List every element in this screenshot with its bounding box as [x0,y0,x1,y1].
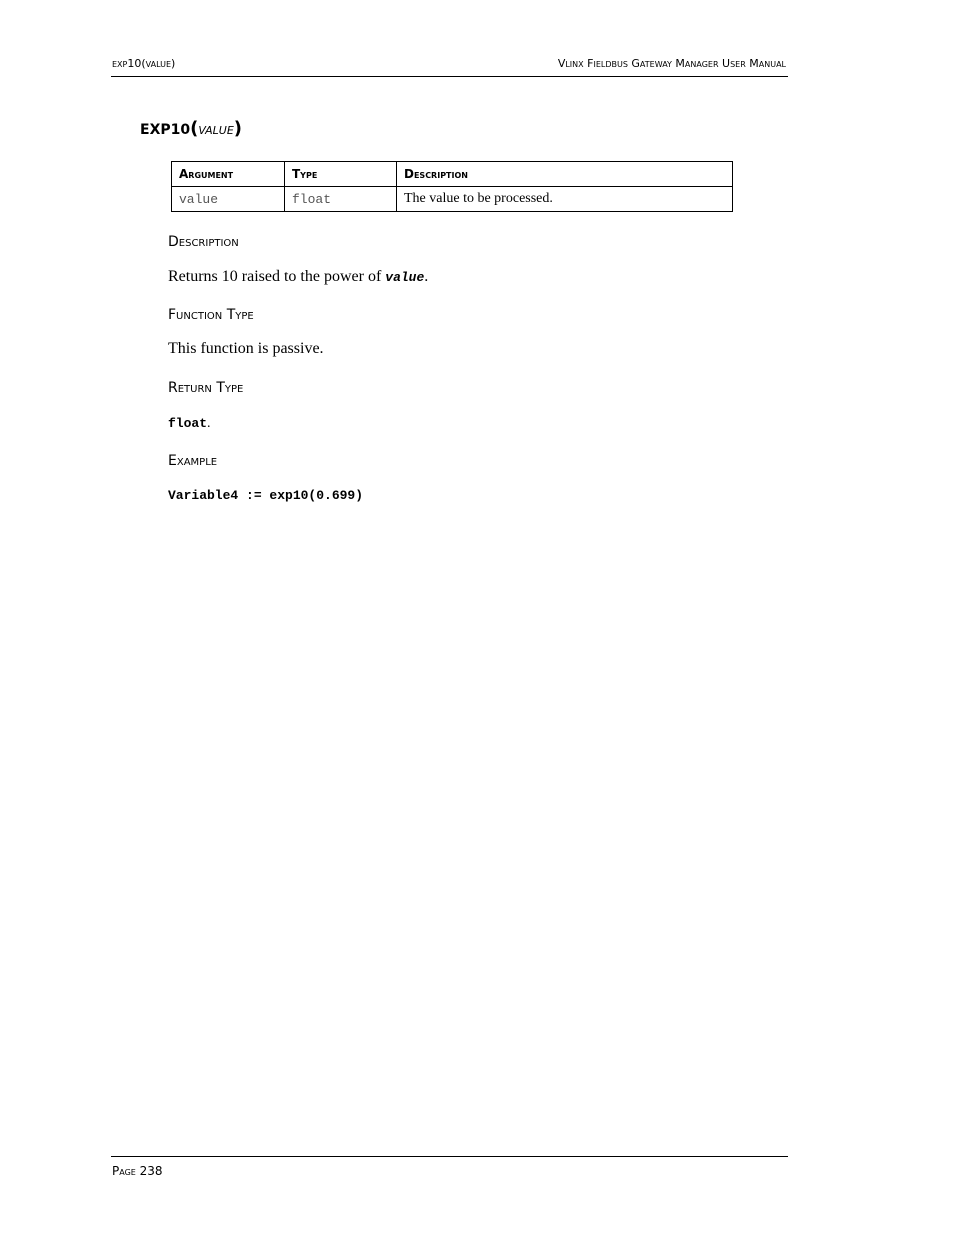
description-text [168,268,428,286]
table-row [172,187,733,212]
cell-type: float [285,187,397,212]
function-name: EXP10 [140,122,191,138]
return-type-code: float [168,416,208,431]
header-section-title: exp10(value) [112,57,176,70]
function-close-paren: ) [233,118,243,139]
column-header-type: Type [285,162,397,187]
column-header-description: Description [397,162,733,187]
description-heading: Description [168,234,239,250]
description-code: value [385,270,425,285]
column-header-argument: Argument [172,162,285,187]
return-type-heading: Return Type [168,380,244,396]
header-manual-title: Vlinx Fieldbus Gateway Manager User Manual [557,57,786,70]
example-code: Variable4 := exp10(0.699) [168,488,364,503]
cell-description: The value to be processed. [397,187,733,212]
page-footer [111,1156,788,1178]
return-type-text-after: . [207,416,211,431]
return-type-text [168,414,211,432]
example-heading: Example [168,453,218,469]
function-type-heading: Function Type [168,307,254,323]
cell-argument: value [172,187,285,212]
description-text-before: Returns 10 raised to the power of [168,268,386,285]
page-header [111,56,788,77]
function-type-text: This function is passive. [168,340,324,357]
page-number: Page 238 [112,1164,163,1178]
table-header-row [172,162,733,187]
function-title [140,118,242,139]
arguments-table [171,161,733,212]
function-open-paren: ( [190,118,199,139]
function-argument: value [198,120,234,138]
description-text-after: . [424,268,429,285]
